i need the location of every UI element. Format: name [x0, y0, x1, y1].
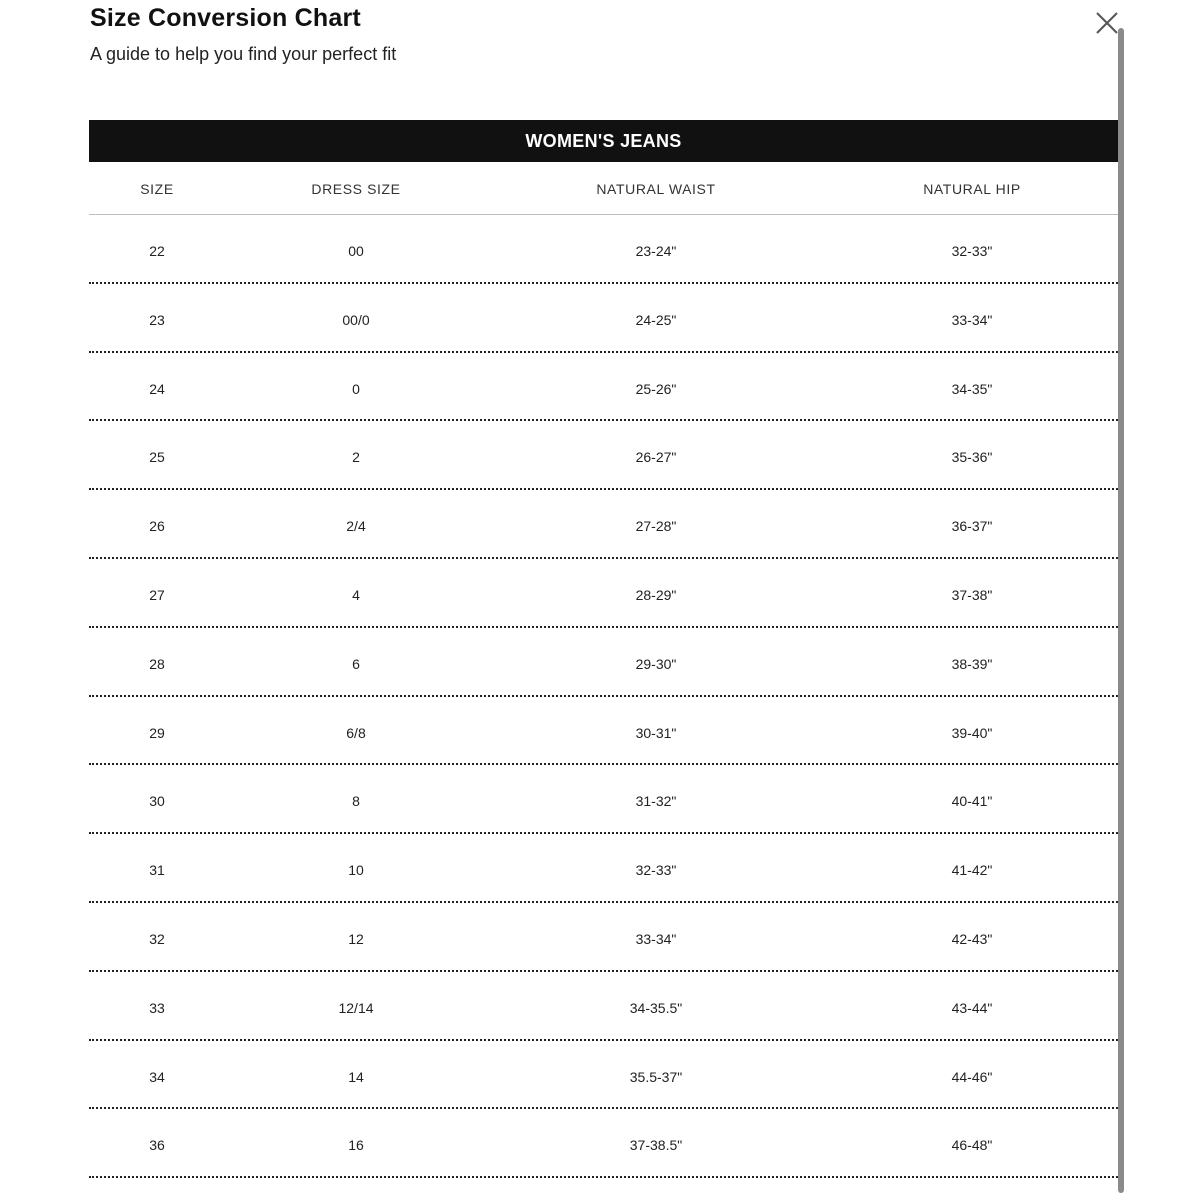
cell-natural-hip: 35-36": [951, 449, 993, 466]
cell-natural-hip: 39-40": [951, 724, 993, 741]
scrollbar[interactable]: [1118, 28, 1124, 1193]
cell-size: 33: [149, 999, 165, 1016]
table-row: [89, 765, 1118, 834]
cell-natural-hip: 42-43": [951, 930, 993, 947]
cell-size: 22: [149, 243, 165, 259]
table-row: [89, 284, 1118, 353]
cell-natural-waist: 34-35.5": [629, 999, 683, 1016]
cell-dress-size: 10: [348, 862, 364, 879]
cell-dress-size: 00: [348, 243, 364, 259]
cell-size: 26: [149, 518, 165, 535]
cell-natural-hip: 40-41": [951, 793, 993, 810]
cell-natural-waist: 26-27": [635, 449, 677, 466]
cell-natural-waist: 37-38.5": [629, 1137, 683, 1154]
cell-size: 29: [149, 724, 165, 741]
table-header: [89, 162, 1118, 215]
section-header: WOMEN'S JEANS: [89, 120, 1118, 162]
cell-size: 25: [149, 449, 165, 466]
cell-natural-hip: 44-46": [951, 1068, 993, 1085]
cell-natural-hip: 38-39": [951, 655, 993, 672]
table-row: [89, 903, 1118, 972]
table-row: [89, 421, 1118, 490]
cell-dress-size: 4: [352, 586, 360, 603]
cell-dress-size: 2/4: [346, 518, 366, 535]
cell-natural-hip: 32-33": [951, 243, 993, 259]
cell-natural-waist: 24-25": [635, 311, 677, 328]
cell-dress-size: 8: [352, 793, 360, 810]
cell-natural-waist: 33-34": [635, 930, 677, 947]
column-header-size: SIZE: [140, 181, 174, 197]
cell-natural-waist: 31-32": [635, 793, 677, 810]
cell-natural-hip: 34-35": [951, 380, 993, 397]
page-title: Size Conversion Chart: [90, 4, 361, 32]
size-table: [89, 162, 1118, 1178]
cell-size: 31: [149, 862, 165, 879]
cell-natural-waist: 32-33": [635, 862, 677, 879]
cell-natural-hip: 36-37": [951, 518, 993, 535]
cell-natural-waist: 23-24": [635, 243, 677, 259]
cell-dress-size: 12: [348, 930, 364, 947]
cell-natural-hip: 37-38": [951, 586, 993, 603]
cell-size: 24: [149, 380, 165, 397]
cell-size: 34: [149, 1068, 165, 1085]
page-subtitle: A guide to help you find your perfect fit: [90, 44, 397, 64]
cell-natural-hip: 33-34": [951, 311, 993, 328]
cell-size: 30: [149, 793, 165, 810]
cell-natural-waist: 28-29": [635, 586, 677, 603]
table-row: [89, 697, 1118, 766]
cell-dress-size: 00/0: [342, 311, 370, 328]
cell-size: 23: [149, 311, 165, 328]
cell-natural-hip: 41-42": [951, 862, 993, 879]
cell-dress-size: 14: [348, 1068, 364, 1085]
column-header-dress-size: DRESS SIZE: [311, 181, 401, 197]
table-row: [89, 490, 1118, 559]
table-row: [89, 972, 1118, 1041]
table-row: [89, 215, 1118, 284]
cell-natural-waist: 25-26": [635, 380, 677, 397]
table-row: [89, 353, 1118, 422]
cell-dress-size: 12/14: [338, 999, 374, 1016]
table-row: [89, 834, 1118, 903]
cell-natural-hip: 43-44": [951, 999, 993, 1016]
cell-natural-waist: 30-31": [635, 724, 677, 741]
cell-size: 36: [149, 1137, 165, 1154]
cell-natural-waist: 27-28": [635, 518, 677, 535]
column-header-natural-hip: NATURAL HIP: [923, 181, 1021, 197]
column-header-natural-waist: NATURAL WAIST: [596, 181, 716, 197]
cell-size: 32: [149, 930, 165, 947]
cell-dress-size: 16: [348, 1137, 364, 1154]
cell-dress-size: 6/8: [346, 724, 366, 741]
table-row: [89, 559, 1118, 628]
cell-dress-size: 0: [352, 380, 360, 397]
cell-dress-size: 6: [352, 655, 360, 672]
cell-size: 27: [149, 586, 165, 603]
table-row: [89, 1041, 1118, 1110]
cell-natural-waist: 35.5-37": [629, 1068, 683, 1085]
cell-dress-size: 2: [352, 449, 360, 466]
table-row: [89, 628, 1118, 697]
table-row: [89, 1109, 1118, 1178]
cell-natural-waist: 29-30": [635, 655, 677, 672]
cell-size: 28: [149, 655, 165, 672]
cell-natural-hip: 46-48": [951, 1137, 993, 1154]
